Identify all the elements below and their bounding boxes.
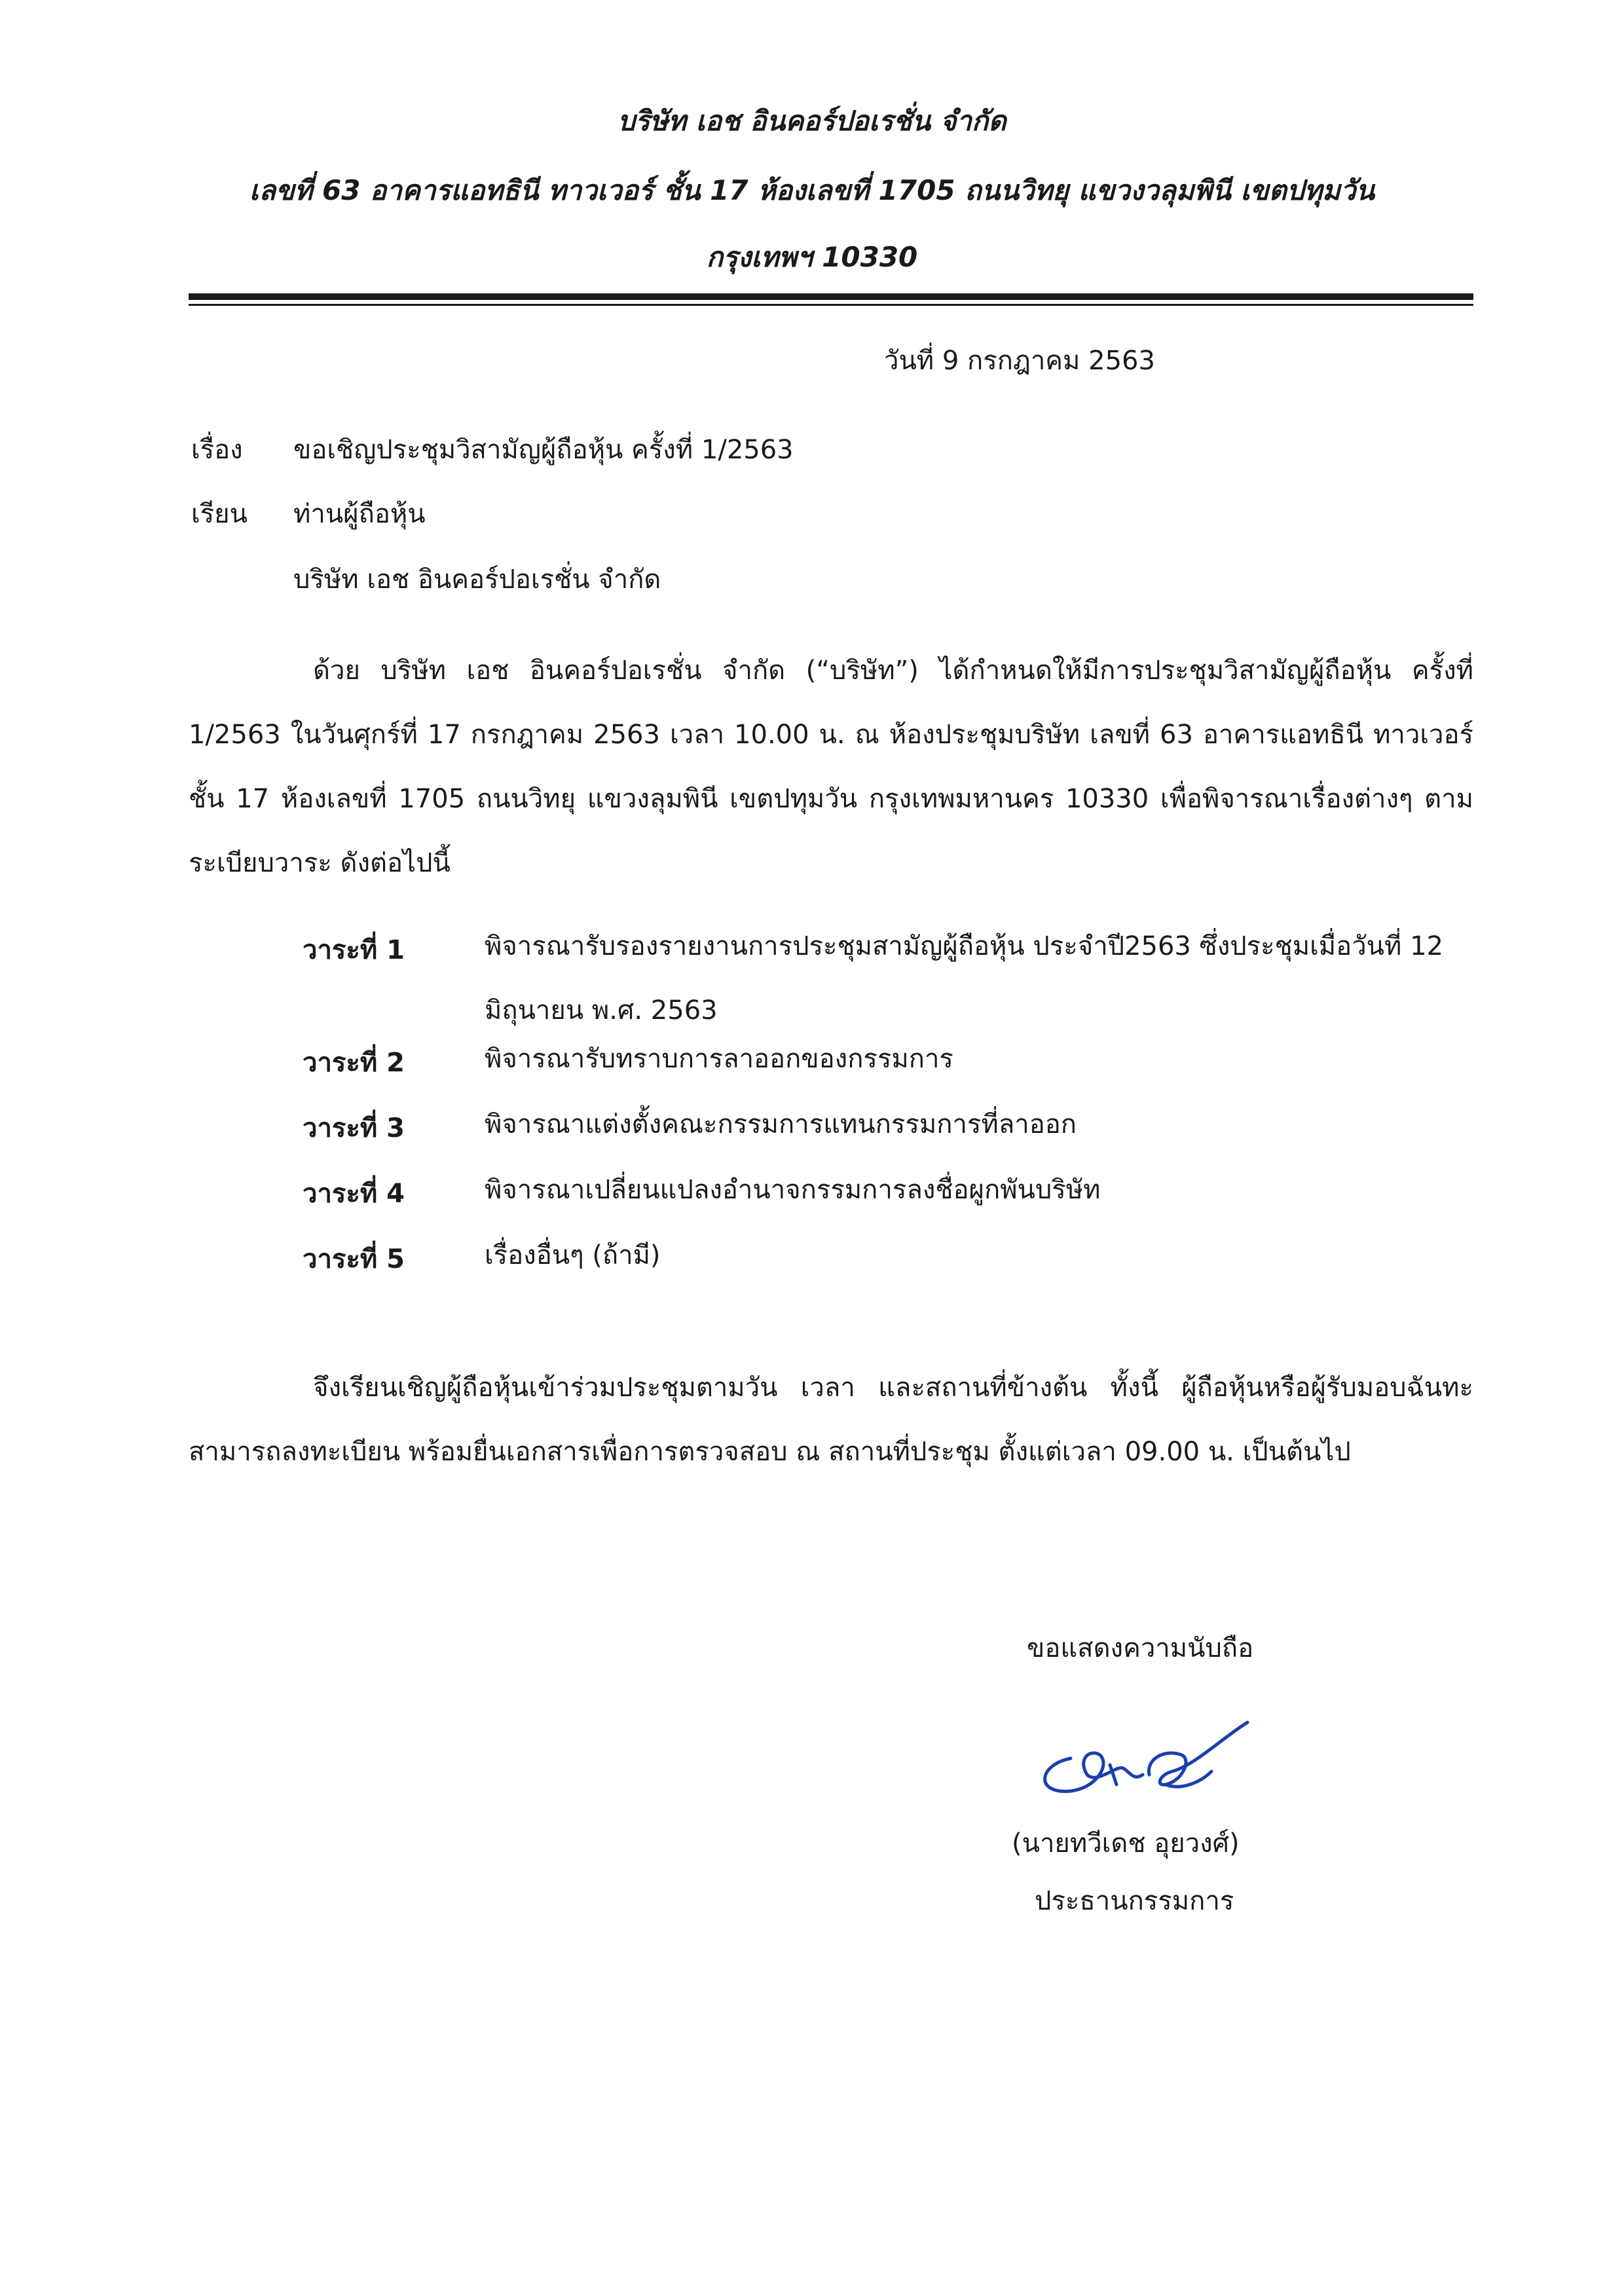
closing-regards: ขอแสดงความนับถือ <box>1027 1633 1254 1663</box>
recipient-text: ท่านผู้ถือหุ้น <box>293 499 426 529</box>
letter-date: วันที่ 9 กรกฎาคม 2563 <box>884 346 1155 376</box>
signature-image <box>1025 1703 1267 1807</box>
agenda-item-2-text: พิจารณารับทราบการลาออกของกรรมการ <box>485 1044 953 1074</box>
intro-paragraph <box>189 639 1473 895</box>
intro-paragraph-text: ด้วย บริษัท เอช อินคอร์ปอเรชั่น จำกัด (“บริษัท”) ได้กำหนดให้มีการประชุมวิสามัญผู้ถือหุ้น ครั้งที่ 1/2563 ในวันศุกร์ที่ 17 กรกฎาคม 2563 เวลา 10.00 น. ณ ห้องประชุมบริษัท เลขที่ 63 อาคารแอทธินี ทาวเวอร์ ชั้น 17 ห้องเลขที่ 1705 ถนนวิทยุ แขวงลุมพินี เขตปทุมวัน กรุงเทพมหานคร 10330 เพื่อพิจารณาเรื่องต่างๆ ตามระเบียบวาระ ดังต่อไปนี้ <box>189 656 1473 878</box>
agenda-item-5-text: เรื่องอื่นๆ (ถ้ามี) <box>485 1240 661 1270</box>
closing-paragraph <box>189 1356 1473 1484</box>
header-divider-thin <box>189 304 1473 306</box>
agenda-item-5-label: วาระที่ 5 <box>303 1244 405 1274</box>
subject-text: ขอเชิญประชุมวิสามัญผู้ถือหุ้น ครั้งที่ 1/2563 <box>293 435 794 465</box>
agenda-item-2-label: วาระที่ 2 <box>303 1048 405 1078</box>
agenda-item-1-text: พิจารณารับรองรายงานการประชุมสามัญผู้ถือหุ้น ประจำปี2563 ซึ่งประชุมเมื่อวันที่ 12 มิถุนายน พ.ศ. 2563 <box>485 931 1443 1026</box>
subject-label: เรื่อง <box>191 435 243 465</box>
company-name: บริษัท เอช อินคอร์ปอเรชั่น จำกัด <box>618 105 1006 137</box>
signatory-name: (นายทวีเดช อุยวงศ์) <box>1012 1828 1240 1859</box>
agenda-item-3-label: วาระที่ 3 <box>303 1113 405 1143</box>
recipient-label: เรียน <box>191 499 248 529</box>
closing-paragraph-text: จึงเรียนเชิญผู้ถือหุ้นเข้าร่วมประชุมตามวัน เวลา และสถานที่ข้างต้น ทั้งนี้ ผู้ถือหุ้นหรือผู้รับมอบฉันทะสามารถลงทะเบียน พร้อมยื่นเอกสารเพื่อการตรวจสอบ ณ สถานที่ประชุม ตั้งแต่เวลา 09.00 น. เป็นต้นไป <box>189 1373 1473 1467</box>
agenda-item-4-text: พิจารณาเปลี่ยนแปลงอำนาจกรรมการลงชื่อผูกพันบริษัท <box>485 1175 1101 1205</box>
header-divider-thick <box>189 293 1473 300</box>
agenda-item-4-label: วาระที่ 4 <box>303 1179 405 1209</box>
signatory-title: ประธานกรรมการ <box>1035 1886 1234 1916</box>
recipient-company: บริษัท เอช อินคอร์ปอเรชั่น จำกัด <box>293 565 661 595</box>
agenda-item-1-label: วาระที่ 1 <box>303 935 405 965</box>
company-address-line2: กรุงเทพฯ 10330 <box>706 241 918 273</box>
agenda-item-3-text: พิจารณาแต่งตั้งคณะกรรมการแทนกรรมการที่ลาออก <box>485 1109 1077 1139</box>
company-address-line1: เลขที่ 63 อาคารแอทธินี ทาวเวอร์ ชั้น 17 ห้องเลขที่ 1705 ถนนวิทยุ แขวงวลุมพินี เขตปทุมวัน <box>249 174 1375 206</box>
